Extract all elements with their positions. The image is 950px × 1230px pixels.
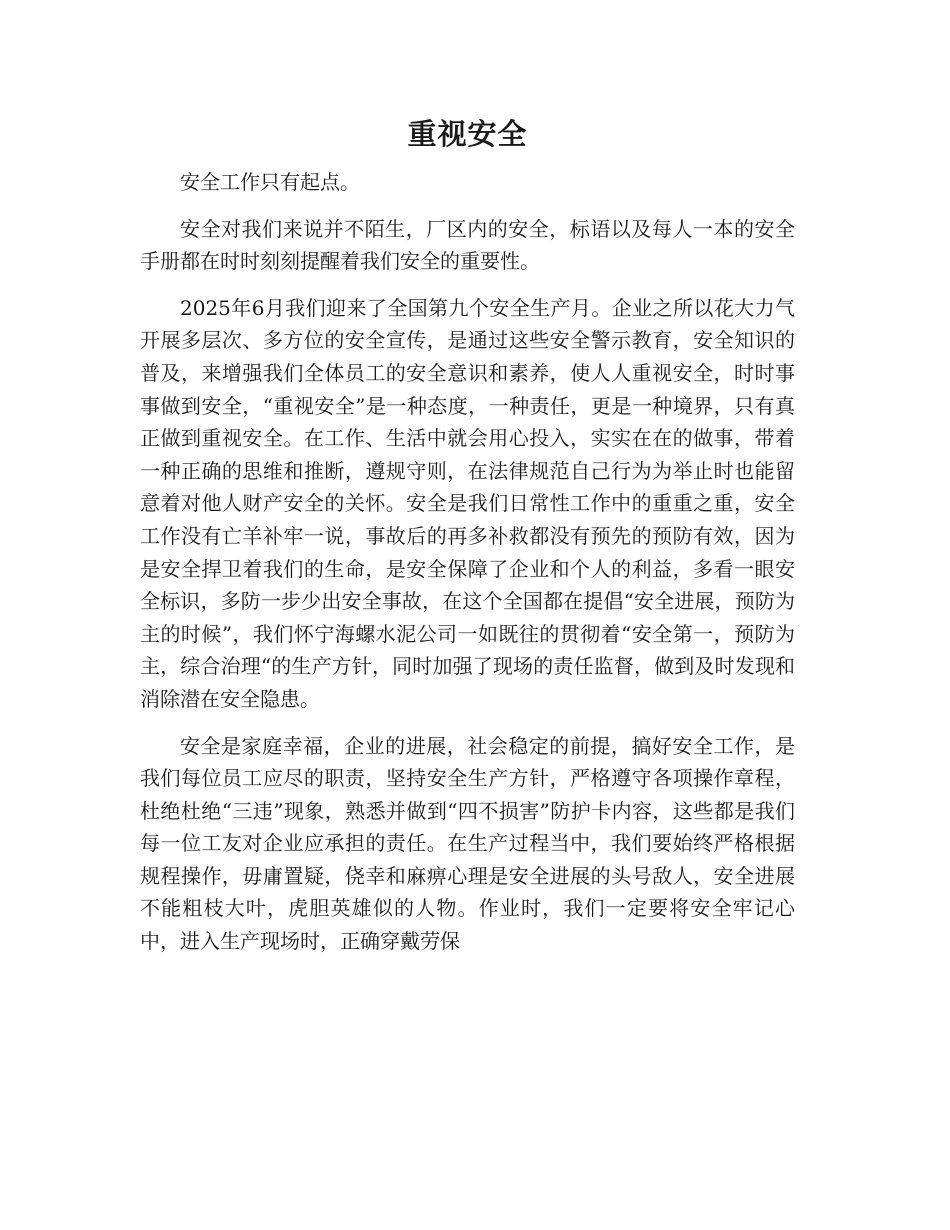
paragraph-4: 安全是家庭幸福，企业的进展，社会稳定的前提，搞好安全工作，是我们每位员工应尽的职责，坚持安全生产方针，严格遵守各项操作章程，杜绝杜绝“三违”现象，熟悉并做到“四不损害”防护卡内容，这些都是我们每一位工友对企业应承担的责任。在生产过程当中，我们要始终严格根据规程操作，毋庸置疑，侥幸和麻痹心理是安全进展的头号敌人，安全进展不能粗枝大叶，虎胆英雄似的人物。作业时，我们一定要将安全牢记心中，进入生产现场时，正确穿戴劳保 — [140, 733, 795, 954]
document-title: 重视安全 — [407, 117, 528, 151]
paragraph-2: 安全对我们来说并不陌生，厂区内的安全，标语以及每人一本的安全手册都在时时刻刻提醒着我们安全的重要性。 — [140, 216, 795, 274]
paragraph-1: 安全工作只有起点。 — [180, 170, 360, 194]
paragraph-3: 2025年6月我们迎来了全国第九个安全生产月。企业之所以花大力气开展多层次、多方位的安全宣传，是通过这些安全警示教育，安全知识的普及，来增强我们全体员工的安全意识和素养，使人人重视安全，时时事事做到安全，“重视安全”是一种态度，一种责任，更是一种境界，只有真正做到重视安全。在工作、生活中就会用心投入，实实在在的做事，带着一种正确的思维和推断，遵规守则，在法律规范自己行为为举止时也能留意着对他人财产安全的关怀。安全是我们日常性工作中的重重之重，安全工作没有亡羊补牢一说，事故后的再多补救都没有预先的预防有效，因为是安全捍卫着我们的生命，是安全保障了企业和个人的利益，多看一眼安全标识，多防一步少出安全事故，在这个全国都在提倡“安全进展，预防为主的时候”，我们怀宁海螺水泥公司一如既往的贯彻着“安全第一，预防为主，综合治理“的生产方针，同时加强了现场的责任监督，做到及时发现和消除潜在安全隐患。 — [140, 295, 795, 711]
document-page — [140, 112, 795, 972]
